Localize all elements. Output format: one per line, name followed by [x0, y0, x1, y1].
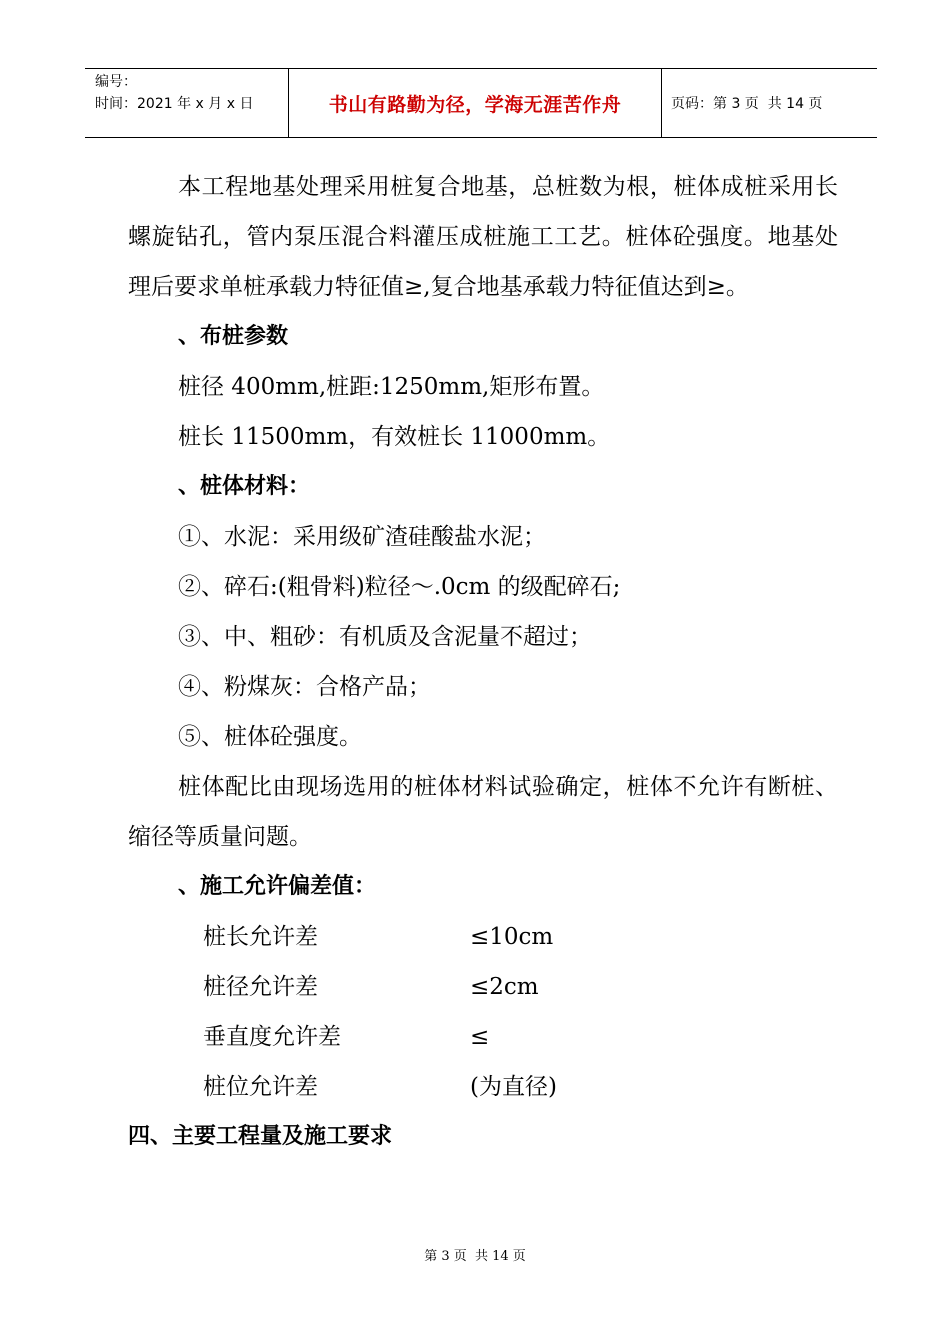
materials-item: ④、粉煤灰：合格产品； [178, 674, 431, 700]
tolerance-value: ≤ [470, 1024, 490, 1050]
header-meta [95, 71, 253, 115]
tolerance-label: 桩长允许差 [203, 924, 318, 950]
materials-item: ②、碎石:(粗骨料)粒径～.0cm 的级配碎石; [178, 574, 621, 600]
document-number-label: 编号： [95, 74, 137, 90]
tolerance-heading: 、施工允许偏差值： [178, 874, 377, 899]
tolerance-row [128, 962, 838, 1012]
tolerance-row [128, 1012, 838, 1062]
document-time-label: 时间：2021 年 x 月 x 日 [95, 96, 254, 112]
materials-heading: 、桩体材料： [178, 474, 311, 499]
pile-layout-line: 桩长 11500mm，有效桩长 11000mm。 [178, 424, 611, 450]
intro-paragraph: 本工程地基处理采用桩复合地基，总桩数为根，桩体成桩采用长螺旋钻孔，管内泵压混合料灌压成桩施工工艺。桩体砼强度。地基处理后要求单桩承载力特征值≥,复合地基承载力特征值达到≥。 [128, 174, 838, 300]
materials-item: ③、中、粗砂：有机质及含泥量不超过； [178, 624, 592, 650]
page-header [85, 68, 877, 138]
tolerance-value: ≤10cm [470, 924, 554, 950]
tolerance-value: (为直径) [470, 1074, 557, 1100]
tolerance-label: 垂直度允许差 [203, 1024, 341, 1050]
header-page-info: 页码：第 3 页 共 14 页 [671, 96, 823, 112]
materials-item: ⑤、桩体砼强度。 [178, 724, 362, 750]
document-body [128, 162, 838, 1162]
tolerance-row [128, 912, 838, 962]
materials-item: ①、水泥：采用级矿渣硅酸盐水泥； [178, 524, 546, 550]
tolerance-row [128, 1062, 838, 1112]
tolerance-label: 桩位允许差 [203, 1074, 318, 1100]
mix-paragraph: 桩体配比由现场选用的桩体材料试验确定，桩体不允许有断桩、缩径等质量问题。 [128, 774, 838, 850]
header-divider [661, 69, 662, 137]
tolerance-label: 桩径允许差 [203, 974, 318, 1000]
header-motto: 书山有路勤为径，学海无涯苦作舟 [328, 93, 622, 116]
pile-layout-line: 桩径 400mm,桩距:1250mm,矩形布置。 [178, 374, 605, 400]
page-footer: 第 3 页 共 14 页 [424, 1249, 526, 1264]
tolerance-value: ≤2cm [470, 974, 539, 1000]
section-four-heading: 四、主要工程量及施工要求 [128, 1124, 393, 1149]
pile-layout-heading: 、布桩参数 [178, 324, 289, 349]
